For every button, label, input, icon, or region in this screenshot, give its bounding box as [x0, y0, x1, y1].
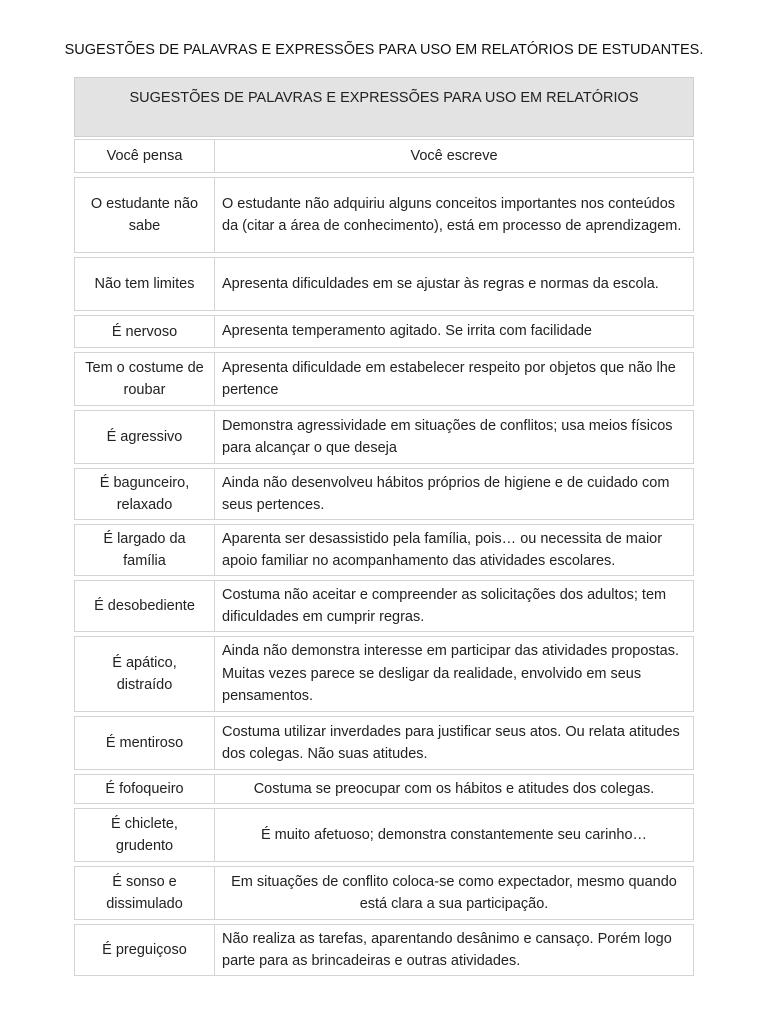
cell-pensa: O estudante não sabe [75, 178, 215, 252]
table-row [74, 524, 694, 576]
table-row [74, 924, 694, 976]
cell-pensa: Tem o costume de roubar [75, 353, 215, 405]
table-row [74, 177, 694, 253]
header-voce-pensa: Você pensa [75, 140, 215, 172]
cell-escreve: Não realiza as tarefas, aparentando desânimo e cansaço. Porém logo parte para as brincadeiras e outras atividades. [222, 930, 672, 969]
document-title: SUGESTÕES DE PALAVRAS E EXPRESSÕES PARA USO EM RELATÓRIOS DE ESTUDANTES. [64, 42, 704, 58]
cell-pensa: É sonso e dissimulado [75, 867, 215, 919]
table-row [74, 636, 694, 712]
cell-escreve: Costuma utilizar inverdades para justificar seus atos. Ou relata atitudes dos colegas. Não suas atitudes. [222, 723, 680, 762]
table-row [74, 410, 694, 464]
cell-pensa: É desobediente [75, 581, 215, 631]
table-row [74, 352, 694, 406]
cell-pensa: É preguiçoso [75, 925, 215, 975]
table-row [74, 580, 694, 632]
cell-pensa: É fofoqueiro [75, 775, 215, 803]
table-banner: SUGESTÕES DE PALAVRAS E EXPRESSÕES PARA USO EM RELATÓRIOS [74, 77, 694, 137]
cell-escreve: Demonstra agressividade em situações de conflitos; usa meios físicos para alcançar o que deseja [222, 417, 673, 456]
cell-escreve: Em situações de conflito coloca-se como expectador, mesmo quando está clara a sua participação. [231, 873, 677, 912]
table-row [74, 774, 694, 804]
cell-escreve: É muito afetuoso; demonstra constantemente seu carinho… [260, 826, 648, 843]
cell-escreve: Apresenta dificuldade em estabelecer respeito por objetos que não lhe pertence [222, 359, 676, 398]
cell-escreve: O estudante não adquiriu alguns conceitos importantes nos conteúdos da (citar a área de conhecimento), está em processo de aprendizagem. [222, 195, 682, 234]
table-row [74, 468, 694, 520]
cell-escreve: Costuma se preocupar com os hábitos e atitudes dos colegas. [253, 780, 655, 797]
cell-escreve: Ainda não demonstra interesse em participar das atividades propostas. Muitas vezes parece se desligar da realidade, envolvido em seus pensamentos. [222, 643, 680, 705]
cell-pensa: É mentiroso [75, 717, 215, 769]
table-row [74, 866, 694, 920]
cell-escreve: Costuma não aceitar e compreender as solicitações dos adultos; tem dificuldades em cumprir regras. [222, 586, 667, 625]
suggestions-table [74, 77, 694, 976]
cell-escreve: Apresenta temperamento agitado. Se irrita com facilidade [222, 323, 592, 340]
cell-escreve: Ainda não desenvolveu hábitos próprios de higiene e de cuidado com seus pertences. [222, 474, 670, 513]
header-voce-escreve: Você escreve [410, 147, 498, 164]
cell-escreve: Apresenta dificuldades em se ajustar às regras e normas da escola. [222, 275, 659, 292]
cell-pensa: É nervoso [75, 316, 215, 347]
cell-escreve: Aparenta ser desassistido pela família, pois… ou necessita de maior apoio familiar no acompanhamento das atividades escolares. [222, 530, 663, 569]
table-row [74, 808, 694, 862]
table-header-row [74, 139, 694, 173]
table-row [74, 716, 694, 770]
table-row [74, 315, 694, 348]
cell-pensa: É bagunceiro, relaxado [75, 469, 215, 519]
cell-pensa: É apático, distraído [75, 637, 215, 711]
cell-pensa: É largado da família [75, 525, 215, 575]
cell-pensa: Não tem limites [75, 258, 215, 310]
cell-pensa: É chiclete, grudento [75, 809, 215, 861]
table-row [74, 257, 694, 311]
cell-pensa: É agressivo [75, 411, 215, 463]
